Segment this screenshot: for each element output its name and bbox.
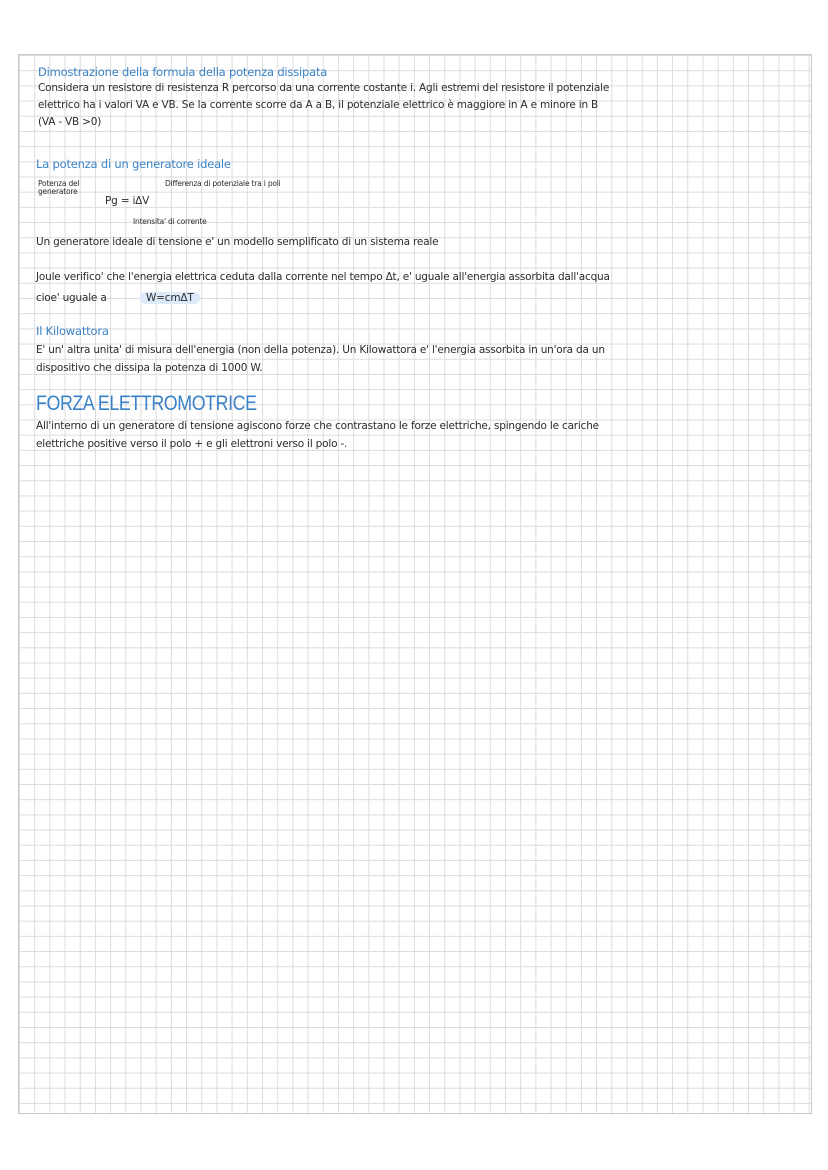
paragraph-line: elettrico ha i valori VA e VB. Se la corrente scorre da A a B, il potenziale elettrico è maggiore in A e minore in B <box>38 99 599 111</box>
section-title-generatore-ideale: La potenza di un generatore ideale <box>36 157 231 171</box>
paragraph-line: Joule verifico' che l'energia elettrica ceduta dalla corrente nel tempo Δt, e' uguale all'energia assorbita dall'acqua <box>36 271 610 283</box>
section-title-potenza-dissipata: Dimostrazione della formula della potenza dissipata <box>38 65 328 79</box>
paragraph-line: cioe' uguale a <box>36 292 107 304</box>
paragraph-line: Un generatore ideale di tensione e' un modello semplificato di un sistema reale <box>36 236 439 248</box>
paragraph-line: E' un' altra unita' di misura dell'energia (non della potenza). Un Kilowattora e' l'energia assorbita in un'ora da un <box>36 344 605 356</box>
annotation-current-label: Intensita' di corrente <box>133 217 207 226</box>
annotation-power-label: Potenza del generatore <box>38 179 80 196</box>
section-title-kilowattora: Il Kilowattora <box>36 324 109 338</box>
paragraph-line: All'interno di un generatore di tensione agiscono forze che contrastano le forze elettriche, spingendo le cariche <box>36 420 599 432</box>
section-title-forza-elettromotrice: FORZA ELETTROMOTRICE <box>36 392 257 415</box>
formula-generator-power: Pg = iΔV <box>105 195 150 207</box>
paragraph-line: elettriche positive verso il polo + e gli elettroni verso il polo -. <box>36 438 348 450</box>
grid-paper-sheet <box>18 54 812 1114</box>
paragraph-line: (VA - VB >0) <box>38 116 102 128</box>
formula-joule: W=cmΔT <box>140 290 200 306</box>
paragraph-line: dispositivo che dissipa la potenza di 1000 W. <box>36 362 263 374</box>
paragraph-line: Considera un resistore di resistenza R percorso da una corrente costante i. Agli estremi del resistore il potenziale <box>38 82 610 94</box>
annotation-potential-label: Differenza di potenziale tra i poli <box>165 179 281 188</box>
